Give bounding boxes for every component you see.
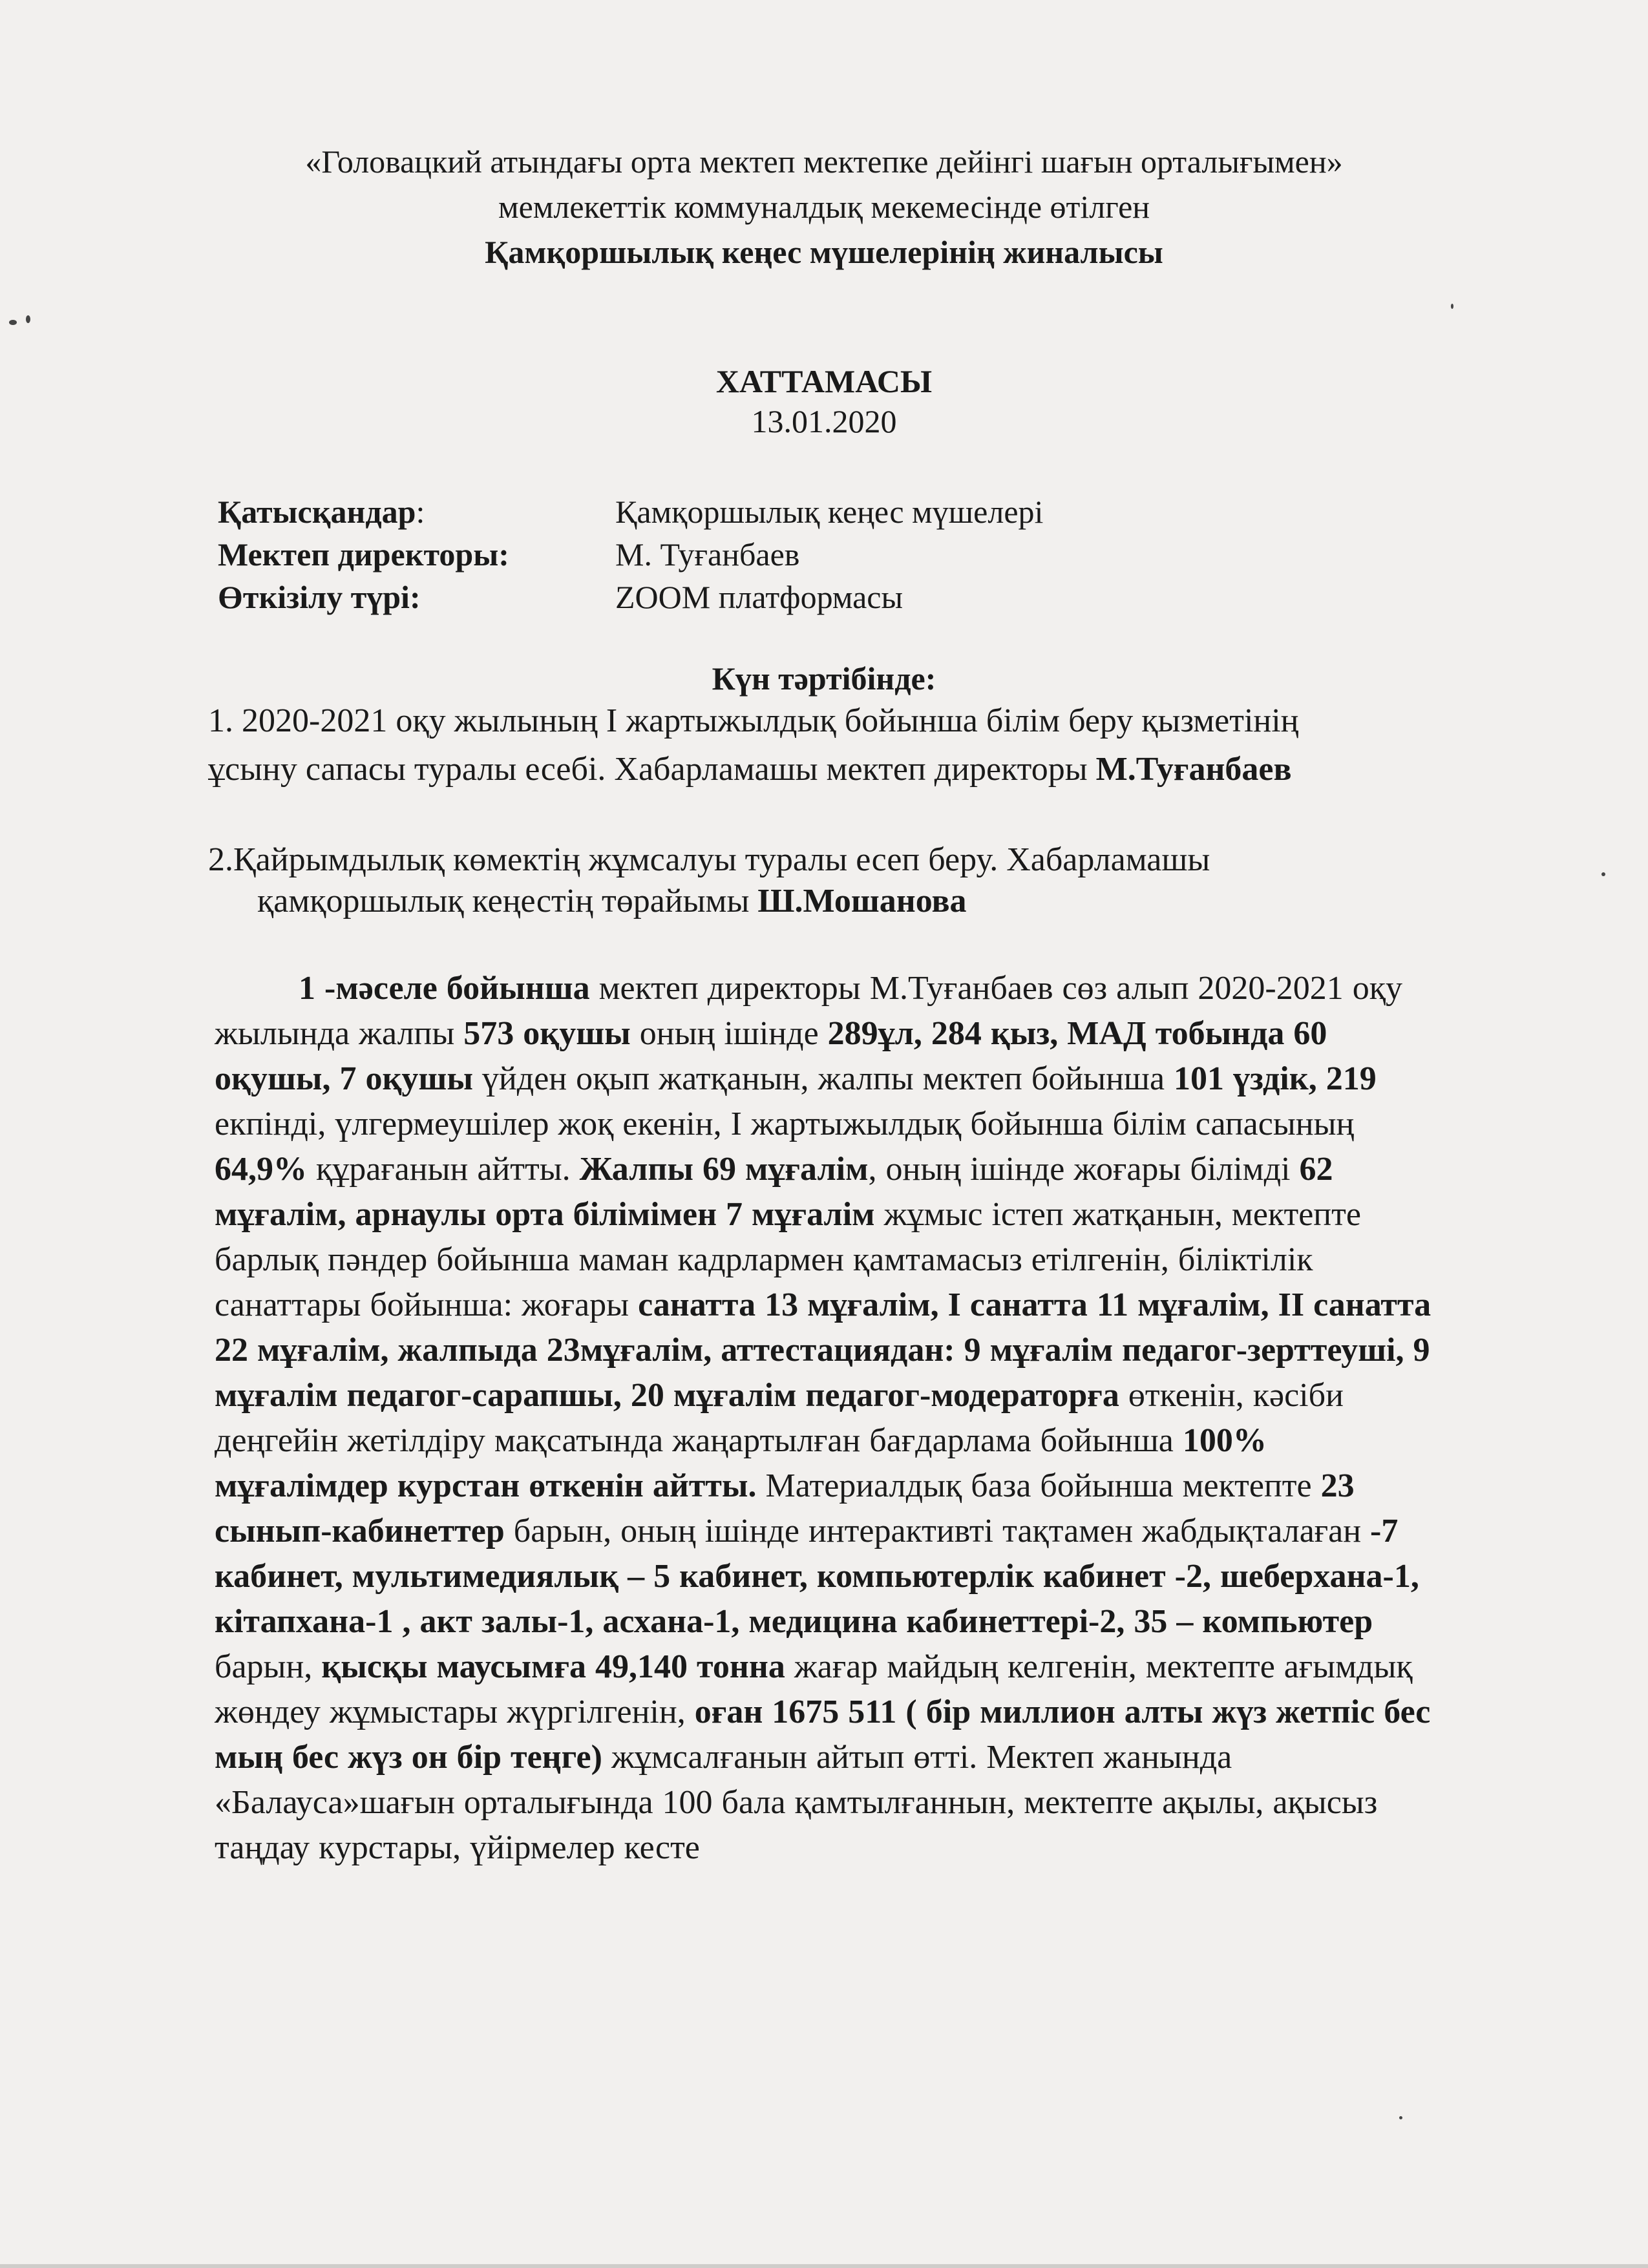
agenda-item-2: 2.Қайрымдылық көмектің жұмсалуы туралы есеп беру. Хабарламашы [208,841,1210,878]
report-paragraph [215,966,1436,1871]
scan-speck [1399,2116,1402,2119]
report-emphasis: 62 мұғалім, арнаулы орта білімімен 7 мұғалім [215,1151,1333,1233]
scan-speck [1451,304,1453,309]
report-emphasis: -7 кабинет, мультимедиялық – 5 кабинет, компьютерлік кабинет -2, шеберхана-1, кітапхана-1 , акт залы-1, асхана-1, медицина кабинеттері-2, 35 – компьютер [215,1513,1419,1640]
report-emphasis: 1 -мәселе бойынша [299,970,590,1007]
report-text: мектеп директоры М.Туғанбаев сөз алып 2020-2021 оқу жылында жалпы [215,970,1402,1052]
meta-director-label: Мектеп директоры: [218,536,509,572]
report-text: жұмсалғанын айтып өтті. Мектеп жанында «Балауса»шағын орталығында 100 бала қамтылғаннын, мектепте ақылы, ақысыз таңдау курстары, үйірмелер кесте [215,1739,1378,1866]
meta-participants-value: Қамқоршылық кеңес мүшелері [615,494,1044,530]
agenda-item-1-speaker: М.Туғанбаев [1095,751,1292,788]
report-emphasis: қысқы маусымға 49,140 тонна [321,1648,785,1685]
report-text: жағар майдың келгенін, мектепте ағымдық жөндеу жұмыстары жүргілгенін, [215,1648,1413,1730]
header-institution: «Головацкий атындағы орта мектеп мектепке дейінгі шағын орталығымен» [305,143,1343,180]
report-text: өткенін, кәсіби деңгейін жетілдіру мақсатында жаңартылған бағдарлама бойынша [215,1377,1344,1459]
report-text: үйден оқып жатқанын, жалпы мектеп бойынша [472,1060,1174,1097]
report-emphasis: оған 1675 511 ( бір миллион алты жүз жетпіс бес мың бес жүз он бір теңге) [215,1694,1431,1776]
header-subtitle: мемлекеттік коммуналдық мекемесінде өтілген [498,189,1150,225]
agenda-item-1-cont: ұсыну сапасы туралы есебі. Хабарламашы мектеп директоры М.Туғанбаев [208,751,1292,788]
report-emphasis: 100% мұғалімдер курстан өткенін айтты. [215,1422,1267,1504]
agenda-item-2-cont: қамқоршылық кеңестің төрайымы Ш.Мошанова [257,883,967,919]
meta-participants-label: Қатысқандар: [218,494,425,530]
scan-speck [1601,872,1605,876]
agenda-item-2-speaker: Ш.Мошанова [757,883,967,919]
report-text: барын, [215,1648,322,1685]
scan-speck [9,320,17,325]
report-emphasis: 289ұл, 284 қыз, МАД тобында 60 оқушы, 7 оқушы [215,1015,1327,1097]
report-text: , оның ішінде жоғары білімді [868,1151,1300,1188]
document-date: 13.01.2020 [751,403,897,439]
agenda-title: Күн тәртібінде: [712,660,936,697]
report-emphasis: 23 сынып-кабинеттер [215,1467,1355,1549]
header-meeting-title: Қамқоршылық кеңес мүшелерінің жиналысы [485,234,1163,270]
meta-format-label: Өткізілу түрі: [218,579,421,615]
report-text: құрағанын айтты. [307,1151,580,1188]
scan-speck [26,315,30,323]
meta-director-value: М. Туғанбаев [615,536,800,572]
report-text: екпінді, үлгермеушілер жоқ екенін, І жартыжылдық бойынша білім сапасының [215,1106,1355,1142]
report-text: Материалдық база бойынша мектепте [756,1467,1321,1504]
report-text: барын, оның ішінде интерактивті тақтамен жабдықталаған [504,1513,1371,1549]
page-edge [0,2264,1648,2268]
agenda-item-1: 1. 2020-2021 оқу жылының І жартыжылдық бойынша білім беру қызметінің [208,702,1299,739]
report-emphasis: 573 оқушы [463,1015,631,1052]
report-text: жұмыс істеп жатқанын, мектепте барлық пәндер бойынша маман кадрлармен қамтамасыз етілгенін, біліктілік санаттары бойынша: жоғары [215,1196,1361,1323]
report-text: оның ішінде [630,1015,828,1052]
meta-format-value: ZOOM платформасы [615,579,903,615]
report-emphasis: 64,9% [215,1151,307,1188]
report-emphasis: санатта 13 мұғалім, І санатта 11 мұғалім, ІІ санатта 22 мұғалім, жалпыда 23мұғалім, аттестациядан: 9 мұғалім педагог-зерттеуші, 9 мұғалім педагог-сарапшы, 20 мұғалім педагог-модераторға [215,1286,1431,1414]
report-emphasis: 101 үздік, 219 [1174,1060,1377,1097]
document-title: ХАТТАМАСЫ [715,363,933,399]
report-emphasis: Жалпы 69 мұғалім [579,1151,869,1188]
